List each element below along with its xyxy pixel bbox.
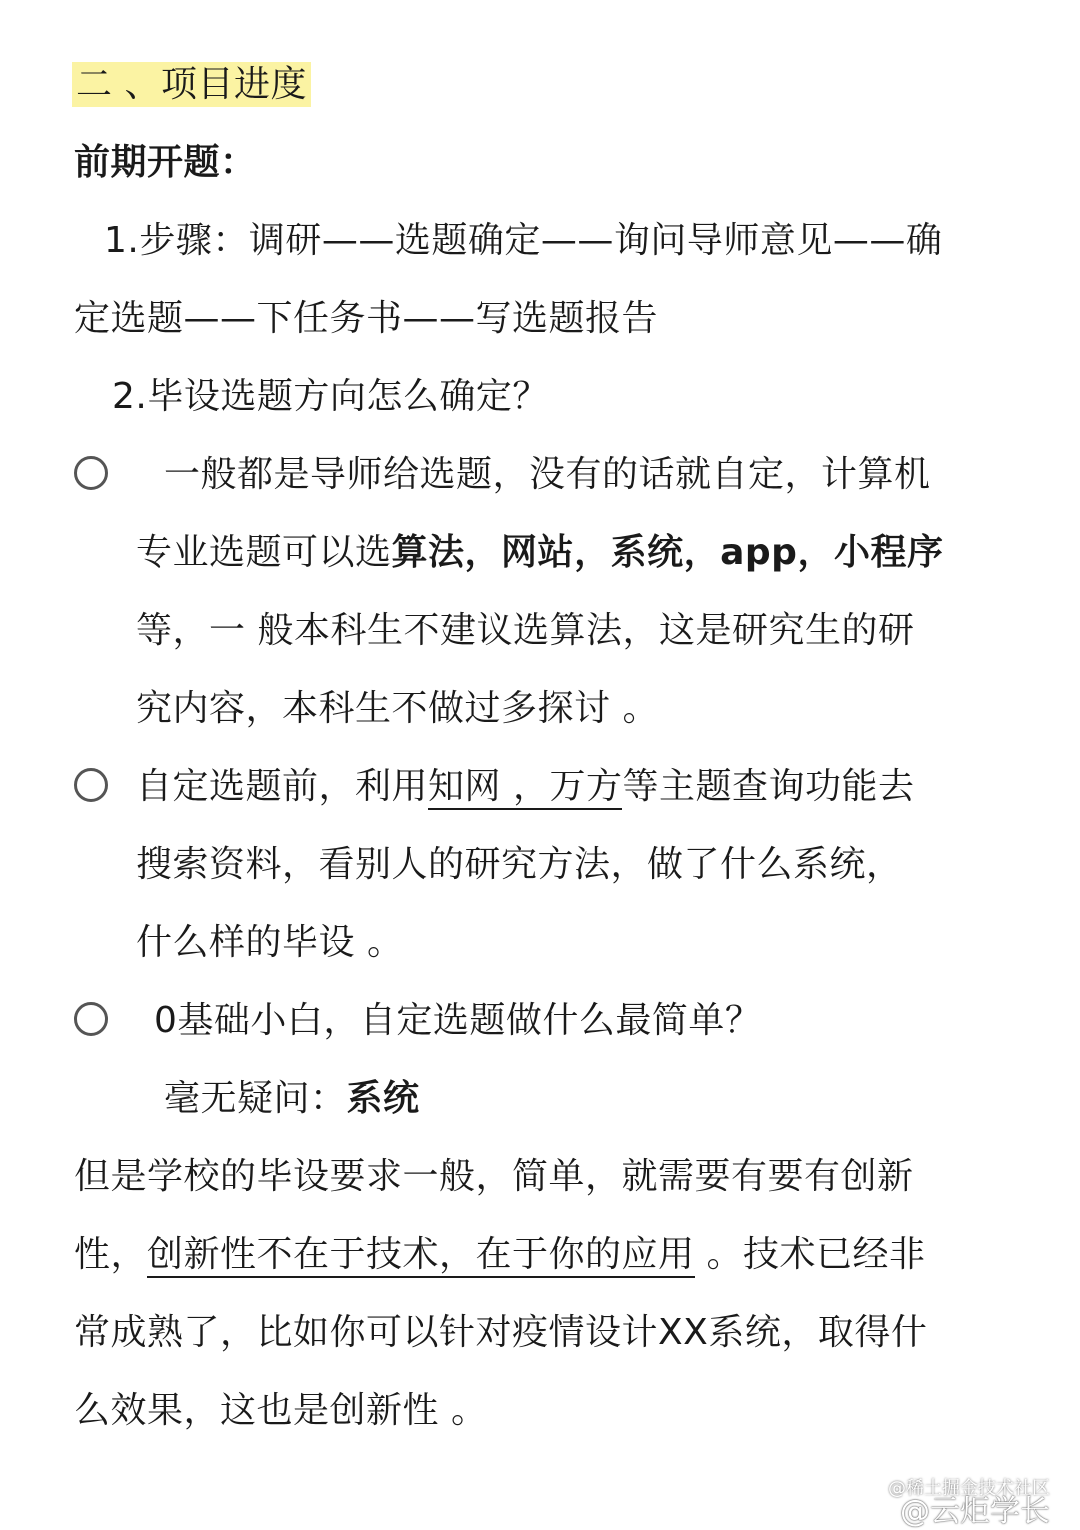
bullet-3-line-1: 0基础小白，自定选题做什么最简单？ — [154, 1000, 762, 1041]
bullet-3-line-2 — [164, 1060, 420, 1138]
separator: ， — [683, 532, 721, 573]
bullet-1-line-2 — [136, 514, 943, 592]
steps-line-2: 定选题——下任务书——写选题报告 — [74, 298, 659, 339]
keyword-mini-program: 小程序 — [833, 532, 944, 573]
para-line-2-post: 。技术已经非 — [694, 1234, 926, 1275]
keyword-system-answer: 系统 — [346, 1078, 420, 1119]
subheading: 前期开题： — [74, 142, 257, 183]
underlined-innovation: 创新性不在于技术，在于你的应用 — [147, 1234, 695, 1278]
bullet-2-line-1 — [136, 748, 914, 826]
question-2: 2.毕设选题方向怎么确定？ — [112, 376, 549, 417]
bullet-2-line-1-pre: 自定选题前，利用 — [136, 766, 429, 807]
heading-highlight: 二 、项目进度 — [72, 62, 311, 107]
keyword-algorithm: 算法 — [391, 532, 465, 573]
keyword-app: app — [720, 532, 798, 573]
separator: ， — [464, 532, 502, 573]
bullet-1-line-1: 一般都是导师给选题，没有的话就自定，计算机 — [164, 454, 931, 495]
bullet-1-line-2-text: 专业选题可以选 — [136, 532, 392, 573]
watermark-author: @云炬学长 — [900, 1494, 1050, 1529]
para-line-2 — [74, 1216, 925, 1294]
circle-bullet-icon — [74, 456, 108, 490]
bullet-2-line-2: 搜索资料，看别人的研究方法，做了什么系统， — [136, 844, 903, 885]
para-line-1: 但是学校的毕设要求一般，简单，就需要有要有创新 — [74, 1156, 914, 1197]
circle-bullet-icon — [74, 1002, 108, 1036]
para-line-3: 常成熟了，比如你可以针对疫情设计XX系统，取得什 — [74, 1312, 928, 1353]
bullet-1-line-3: 等，一 般本科生不建议选算法，这是研究生的研 — [136, 610, 915, 651]
bullet-3-answer-label: 毫无疑问： — [164, 1078, 347, 1119]
keyword-website: 网站 — [501, 532, 575, 573]
separator: ， — [574, 532, 611, 573]
bullet-1-line-4: 究内容，本科生不做过多探讨 。 — [136, 688, 659, 729]
steps-line-1: 1.步骤：调研——选题确定——询问导师意见——确 — [104, 220, 943, 261]
watermark-site: @稀土掘金技术社区 — [888, 1478, 1050, 1499]
separator: ， — [797, 532, 834, 573]
underlined-cnki-wanfang: 知网 ，万方 — [428, 766, 622, 810]
circle-bullet-icon — [74, 768, 108, 802]
keyword-system: 系统 — [610, 532, 684, 573]
section-heading — [72, 46, 311, 124]
para-line-2-pre: 性， — [74, 1234, 148, 1275]
para-line-4: 么效果，这也是创新性 。 — [74, 1390, 488, 1431]
bullet-2-line-3: 什么样的毕设 。 — [136, 922, 404, 963]
bullet-2-line-1-post: 等主题查询功能去 — [622, 766, 915, 807]
